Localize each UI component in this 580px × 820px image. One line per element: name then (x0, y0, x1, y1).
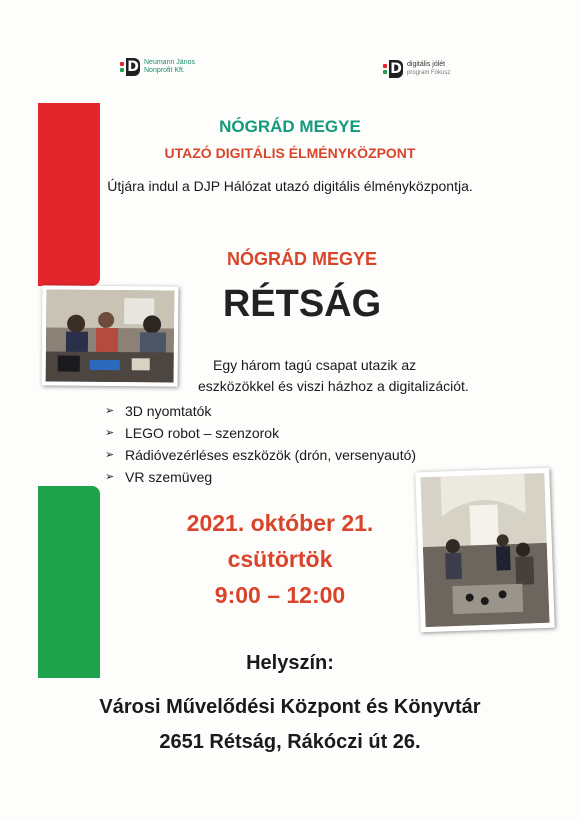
description-line1: Egy három tagú csapat utazik az (213, 357, 417, 373)
arrow-bullet-icon: ➢ (105, 471, 115, 483)
subtitle-heading: UTAZÓ DIGITÁLIS ÉLMÉNYKÖZPONT (164, 145, 416, 161)
intro-text: Útjára indul a DJP Hálózat utazó digitális élményközpontja. (107, 178, 473, 194)
location-county: NÓGRÁD MEGYE (226, 249, 377, 269)
neumann-logo-line2: Nonprofit Kft. (144, 67, 185, 74)
neumann-logo (120, 58, 195, 76)
event-date: 2021. október 21. (186, 510, 374, 536)
neumann-logo-line1: Neumann János (144, 59, 195, 66)
event-time: 9:00 – 12:00 (214, 582, 346, 608)
arrow-bullet-icon: ➢ (105, 427, 115, 439)
dsign-icon: D (120, 58, 140, 76)
list-item: ➢ 3D nyomtatók (105, 400, 416, 422)
djp-logo-line1: digitális jólét (407, 61, 446, 68)
list-item: ➢ LEGO robot – szenzorok (105, 422, 416, 444)
arrow-bullet-icon: ➢ (105, 405, 115, 417)
list-item: ➢ VR szemüveg (105, 466, 416, 488)
arrow-bullet-icon: ➢ (105, 449, 115, 461)
venue-address: 2651 Rétság, Rákóczi út 26. (159, 731, 421, 753)
venue-label: Helyszín: (246, 652, 334, 674)
list-item: ➢ Rádióvezérléses eszközök (drón, versenyautó) (105, 444, 416, 466)
equipment-list (105, 400, 416, 488)
town-title: RÉTSÁG (222, 283, 382, 325)
event-weekday: csütörtök (227, 546, 333, 572)
djp-logo (383, 60, 450, 78)
venue-name: Városi Művelődési Központ és Könyvtár (99, 696, 481, 718)
county-heading: NÓGRÁD MEGYE (219, 117, 361, 136)
workshop-photo-1 (42, 285, 179, 386)
description-line2: eszközökkel és viszi házhoz a digitalizációt. (198, 378, 469, 394)
djp-logo-line2: program Fókusz (407, 70, 451, 76)
dsign-icon: D (383, 60, 403, 78)
workshop-image (46, 289, 175, 382)
